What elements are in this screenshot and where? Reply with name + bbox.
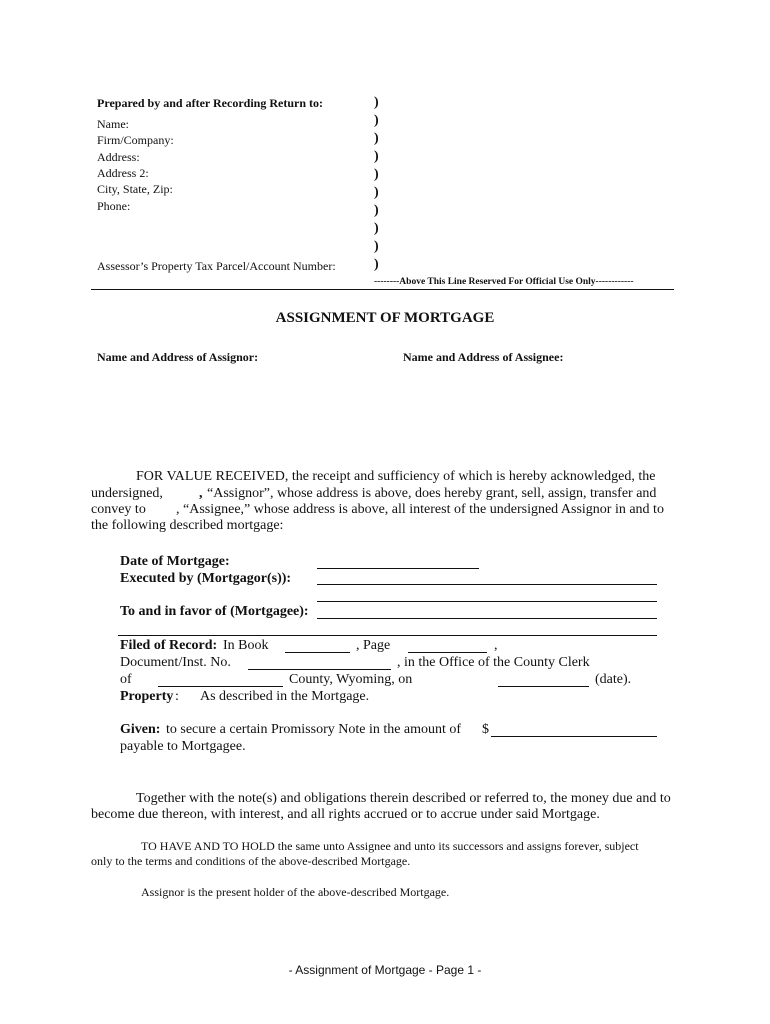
mortgage-intro: the following described mortgage: bbox=[91, 518, 284, 533]
firm-field-label: Firm/Company: bbox=[97, 133, 174, 147]
bracket-mark: ) bbox=[374, 149, 379, 164]
habendum-line2: only to the terms and conditions of the above-described Mortgage. bbox=[91, 854, 411, 868]
mortgagor-blank-2[interactable] bbox=[317, 601, 657, 602]
bracket-mark: ) bbox=[374, 95, 379, 110]
property-colon: : bbox=[175, 689, 179, 704]
amount-blank[interactable] bbox=[491, 736, 657, 737]
habendum-line1: TO HAVE AND TO HOLD the same unto Assignee and unto its successors and assigns forever, subject bbox=[141, 839, 639, 853]
mortgagee-label: To and in favor of (Mortgagee): bbox=[120, 604, 309, 619]
page-text: , Page bbox=[356, 638, 391, 653]
date-of-mortgage-blank[interactable] bbox=[317, 568, 479, 569]
together-clause-line2: become due thereon, with interest, and all rights accrued or to accrue under said Mortgage. bbox=[91, 807, 600, 822]
page-comma: , bbox=[494, 638, 498, 653]
document-number-label: Document/Inst. No. bbox=[120, 655, 231, 670]
assignor-blank-comma: , bbox=[199, 486, 203, 501]
bracket-mark: ) bbox=[374, 203, 379, 218]
assignor-heading: Name and Address of Assignor: bbox=[97, 350, 259, 364]
property-label: Property bbox=[120, 689, 174, 704]
executed-by-label: Executed by (Mortgagor(s)): bbox=[120, 571, 292, 586]
promissory-note-text: to secure a certain Promissory Note in the amount of bbox=[166, 722, 462, 737]
bracket-mark: ) bbox=[374, 185, 379, 200]
document-title: ASSIGNMENT OF MORTGAGE bbox=[275, 310, 495, 326]
header-divider bbox=[91, 289, 674, 290]
prepared-by-label: Prepared by and after Recording Return to: bbox=[97, 96, 323, 110]
page-blank[interactable] bbox=[408, 652, 487, 653]
parcel-number-label: Assessor’s Property Tax Parcel/Account Number: bbox=[97, 259, 336, 273]
holder-statement: Assignor is the present holder of the above-described Mortgage. bbox=[141, 885, 450, 899]
bracket-mark: ) bbox=[374, 257, 379, 272]
mortgagee-blank[interactable] bbox=[317, 618, 657, 619]
assignee-heading: Name and Address of Assignee: bbox=[403, 350, 564, 364]
county-wyoming-text: County, Wyoming, on bbox=[289, 672, 413, 687]
of-text: of bbox=[120, 672, 132, 687]
date-of-mortgage-label: Date of Mortgage: bbox=[120, 554, 230, 569]
address-field-label: Address: bbox=[97, 150, 140, 164]
mortgagor-blank[interactable] bbox=[317, 584, 657, 585]
county-blank[interactable] bbox=[158, 686, 283, 687]
recording-date-blank[interactable] bbox=[498, 686, 589, 687]
in-book-text: In Book bbox=[223, 638, 269, 653]
bracket-mark: ) bbox=[374, 221, 379, 236]
property-description: As described in the Mortgage. bbox=[200, 689, 370, 704]
payable-text: payable to Mortgagee. bbox=[120, 739, 246, 754]
bracket-mark: ) bbox=[374, 239, 379, 254]
page-footer: - Assignment of Mortgage - Page 1 - bbox=[288, 963, 482, 977]
name-field-label: Name: bbox=[97, 117, 129, 131]
address2-field-label: Address 2: bbox=[97, 166, 149, 180]
bracket-mark: ) bbox=[374, 113, 379, 128]
bracket-mark: ) bbox=[374, 167, 379, 182]
official-use-notice: --------Above This Line Reserved For Official Use Only------------ bbox=[374, 277, 634, 287]
given-label: Given: bbox=[120, 722, 161, 737]
city-state-zip-field-label: City, State, Zip: bbox=[97, 182, 173, 196]
bracket-mark: ) bbox=[374, 131, 379, 146]
together-clause-line1: Together with the note(s) and obligations therein described or referred to, the money due and to bbox=[136, 791, 671, 806]
convey-to-text: convey to bbox=[91, 502, 146, 517]
consideration-clause: FOR VALUE RECEIVED, the receipt and sufficiency of which is hereby acknowledged, the bbox=[136, 469, 656, 484]
phone-field-label: Phone: bbox=[97, 199, 131, 213]
document-number-blank[interactable] bbox=[248, 669, 391, 670]
county-clerk-text: , in the Office of the County Clerk bbox=[397, 655, 590, 670]
assignee-clause: , “Assignee,” whose address is above, all interest of the undersigned Assignor in and to bbox=[176, 502, 664, 517]
filed-of-record-label: Filed of Record: bbox=[120, 638, 218, 653]
date-suffix: (date). bbox=[595, 672, 632, 687]
dollar-sign: $ bbox=[482, 722, 489, 737]
mortgagee-blank-2[interactable] bbox=[118, 635, 657, 636]
undersigned-text: undersigned, bbox=[91, 486, 163, 501]
assignor-clause: “Assignor”, whose address is above, does hereby grant, sell, assign, transfer and bbox=[207, 486, 657, 501]
book-blank[interactable] bbox=[285, 652, 350, 653]
